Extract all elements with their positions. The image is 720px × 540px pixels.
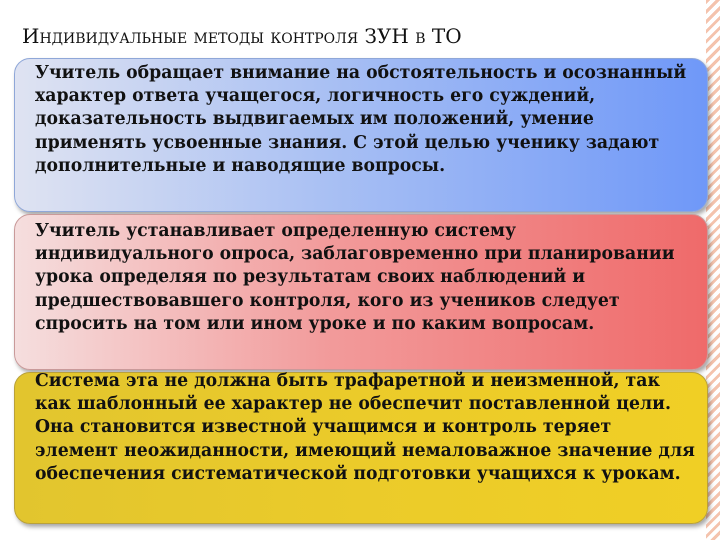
block-text: Система эта не должна быть трафаретной и неизменной, так как шаблонный ее характер не обеспечит поставленной цели. Она становится известной учащимся и контроль теряет элемент неожиданности, имеющий немаловажное значение для обеспечения систематической подготовки учащихся к урокам.: [35, 371, 695, 484]
content-block-blue: [14, 58, 708, 212]
content-block-yellow: [14, 372, 708, 524]
content-block-red: [14, 214, 708, 370]
slide-title: Индивидуальные методы контроля ЗУН в ТО: [22, 24, 462, 48]
decorative-stripe: [706, 0, 720, 540]
block-text: Учитель устанавливает определенную систему индивидуального опроса, заблаговременно при планировании урока определяя по результатам своих наблюдений и предшествовавшего контроля, кого из учеников следует спросить на том или ином уроке и по каким вопросам.: [35, 221, 675, 334]
block-text: Учитель обращает внимание на обстоятельность и осознанный характер ответа учащегося, логичность его суждений, доказательность выдвигаемых им положений, умение применять усвоенные знания. С этой целью ученику задают дополнительные и наводящие вопросы.: [35, 63, 687, 176]
